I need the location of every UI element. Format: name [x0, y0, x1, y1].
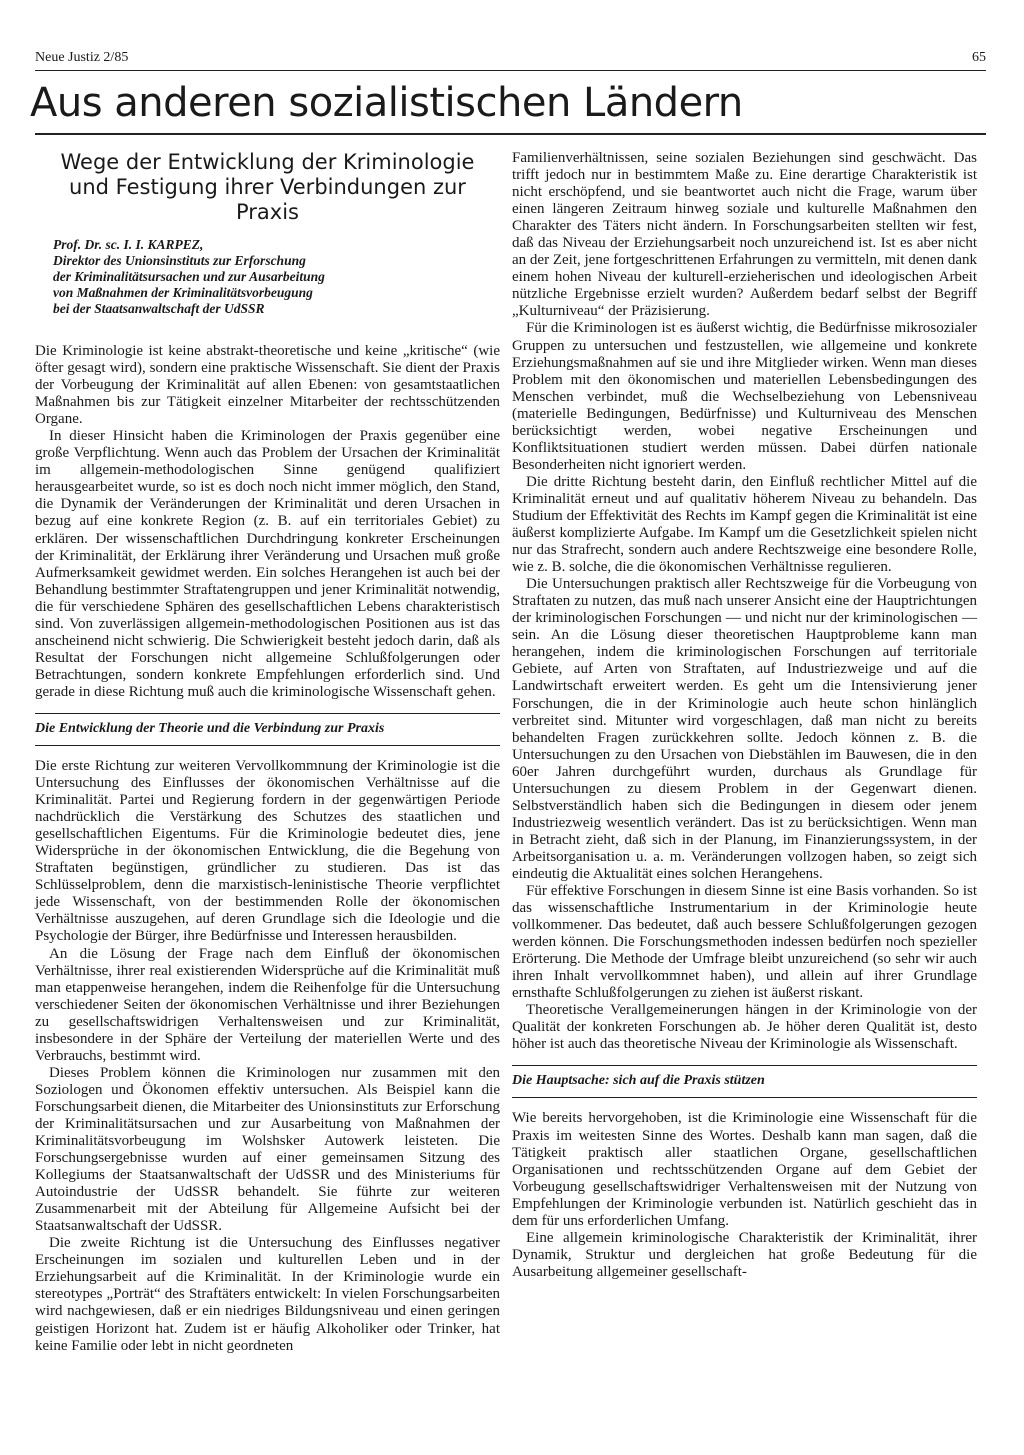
- body-paragraph: Die zweite Richtung ist die Untersuchung des Einflusses negativer Erscheinungen im sozialen und kulturellen Leben und in der Erziehungsarbeit auf die Kriminalität. In der Kriminologie wurde ein stereotypes „Porträt“ des Straftäters entwickelt: In vielen Forschungsarbeiten wird nachgewiesen, daß er ein niedriges Bildungsniveau und einen geringen geistigen Horizont hat. Zudem ist er häufig Alkoholiker oder Trinker, hat keine Familie oder lebt in nicht geordneten: [35, 1235, 500, 1354]
- author-block: [53, 237, 500, 317]
- author-affiliation-line: Direktor des Unionsinstituts zur Erforschung: [53, 253, 306, 268]
- body-paragraph: Für die Kriminologen ist es äußerst wichtig, die Bedürfnisse mikrosozialer Gruppen zu untersuchen und festzustellen, wie allgemeine und konkrete Erziehungsmaßnahmen auf sie und ihre Mitglieder wirken. Wenn man dieses Problem mit den ökonomischen und materiellen Lebensbedingungen des Menschen verbindet, muß die Wechselbeziehung von Lebensniveau (materielle Bedingungen, Bedürfnisse) und Kulturniveau des Menschen berücksichtigt werden, wobei negative Erscheinungen und Konfliktsituationen studiert werden müssen. Dabei dürfen nationale Besonderheiten nicht ignoriert werden.: [512, 320, 977, 473]
- page-number: 65: [972, 50, 986, 65]
- body-paragraph: Wie bereits hervorgehoben, ist die Kriminologie eine Wissenschaft für die Praxis im weitesten Sinne des Wortes. Deshalb kann man sagen, daß die Tätigkeit praktisch aller staatlichen Organe, gesellschaftlichen Organisationen und rechtsschützenden Organe auf dem Gebiet der Vorbeugung gesellschaftswidriger Verhaltensweisen mit der Nutzung von Empfehlungen der Kriminologie verbunden ist. Natürlich geschieht das in dem für uns erforderlichen Umfang.: [512, 1110, 977, 1229]
- header-rule: [35, 70, 986, 71]
- section-rule: [35, 133, 986, 135]
- running-head: [35, 50, 986, 68]
- section-title: Aus anderen sozialistischen Ländern: [30, 80, 743, 126]
- left-column: [35, 150, 500, 1355]
- body-paragraph: In dieser Hinsicht haben die Kriminologen der Praxis gegenüber eine große Verpflichtung. Wenn auch das Problem der Ursachen der Kriminalität im allgemein-methodologischen Sinne genügend qualifiziert herausgearbeitet wurde, so ist es doch noch nicht immer möglich, den Stand, die Dynamik der Veränderungen der Kriminalität und deren Ursachen in bezug auf eine konkrete Region (z. B. auf ein territoriales Gebiet) zu erklären. Der wissenschaftlichen Durchdringung konkreter Erscheinungen der Kriminalität, der Erklärung ihrer Veränderung und Ursachen muß große Aufmerksamkeit gewidmet werden. Ein solches Herangehen ist auch bei der Behandlung bestimmter Straftatengruppen und jener Kriminalität notwendig, die für verschiedene Sphären des gesellschaftlichen Lebens charakteristisch sind. Von zuverlässigen allgemein-methodologischen Positionen aus ist das anscheinend nicht schwierig. Die Schwierigkeit besteht jedoch darin, daß als Resultat der Forschungen nicht allgemeine Schlußfolgerungen oder Betrachtungen, sondern konkrete Empfehlungen erforderlich sind. Und gerade in diese Richtung muß auch die kriminologische Wissenschaft gehen.: [35, 428, 500, 700]
- journal-issue: Neue Justiz 2/85: [35, 50, 129, 65]
- author-affiliation-line: der Kriminalitätsursachen und zur Ausarbeitung: [53, 269, 325, 284]
- body-paragraph: Eine allgemein kriminologische Charakteristik der Kriminalität, ihrer Dynamik, Struktur und dergleichen hat große Bedeutung für die Ausarbeitung allgemeiner gesellschaft-: [512, 1229, 977, 1280]
- article-title-line-2: und Festigung ihrer Verbindungen zur Praxis: [69, 175, 466, 224]
- author-affiliation-line: bei der Staatsanwaltschaft der UdSSR: [53, 301, 265, 316]
- body-paragraph: Die Untersuchungen praktisch aller Rechtszweige für die Vorbeugung von Straftaten zu nutzen, das muß nach unserer Ansicht eine der Hauptrichtungen der kriminologischen Forschungen — und nicht nur der kriminologischen — sein. An die Lösung dieser theoretischen Hauptprobleme kann man herangehen, indem die kriminologischen Forschungen auf territoriale Gebiete, auf Arten von Straftaten, auf Industriezweige und auf die Landwirtschaft erweitert werden. Es geht um die Intensivierung jener Forschungen, die in der Kriminologie auch heute schon hinlänglich verbreitet sind. Mitunter wird vorgeschlagen, daß man nicht zu bereits behandelten Fragen zurückkehren sollte. Jedoch können z. B. die Untersuchungen zu den Ursachen von Diebstählen im Bauwesen, die in den 60er Jahren durchgeführt wurden, durchaus als Grundlage für Untersuchungen zu diesem Problem in der Gegenwart dienen. Selbstverständlich haben sich die Bedingungen in diesem oder jenem Industriezweig wesentlich verändert. Das ist zu berücksichtigen. Wenn man in Betracht zieht, daß sich in der Planung, im Finanzierungssystem, in der Arbeitsorganisation u. a. m. Veränderungen vollzogen haben, so zeigt sich eindeutig die Aktualität eines solchen Herangehens.: [512, 576, 977, 882]
- body-paragraph: Theoretische Verallgemeinerungen hängen in der Kriminologie von der Qualität der konkreten Forschungen ab. Je höher deren Qualität ist, desto höher ist auch das theoretische Niveau der Kriminologie als Wissenschaft.: [512, 1002, 977, 1053]
- body-paragraph: An die Lösung der Frage nach dem Einfluß der ökonomischen Verhältnisse, ihrer real existierenden Widersprüche auf die Kriminalität muß man etappenweise herangehen, indem die Reihenfolge für die Untersuchung verschiedener Seiten der ökonomischen Verhältnisse und ihrer Beziehungen zu gesellschaftswidrigen Verhaltensweisen und zur Kriminalität, insbesondere in der Sphäre der Verteilung der materiellen Werte und des Verbrauchs, bestimmt wird.: [35, 945, 500, 1064]
- subheading: Die Entwicklung der Theorie und die Verbindung zur Praxis: [35, 713, 500, 746]
- right-column: [512, 150, 977, 1281]
- body-paragraph: Für effektive Forschungen in diesem Sinne ist eine Basis vorhanden. So ist das wissenschaftliche Instrumentarium in der Kriminologie heute vollkommener. Das bedeutet, daß auch bessere Schlußfolgerungen gezogen werden können. Die Forschungsmethoden indessen bedürfen noch spezieller Erörterung. Die Methode der Umfrage bleibt unzureichend (so sehr wir auch ihren Inhalt vervollkommnet haben), und allein auf ihrer Grundlage ernsthafte Schlußfolgerungen zu ziehen ist äußerst riskant.: [512, 883, 977, 1002]
- author-name: Prof. Dr. sc. I. I. KARPEZ,: [53, 237, 204, 252]
- author-affiliation-line: von Maßnahmen der Kriminalitätsvorbeugung: [53, 285, 313, 300]
- body-paragraph: Die Kriminologie ist keine abstrakt-theoretische und keine „kritische“ (wie öfter gesagt wird), sondern eine praktische Wissenschaft. Sie dient der Praxis der Vorbeugung der Kriminalität auf allen Ebenen: von gesamtstaatlichen Maßnahmen bis zur Tätigkeit einzelner Mitarbeiter der rechtsschützenden Organe.: [35, 343, 500, 428]
- body-paragraph: Die dritte Richtung besteht darin, den Einfluß rechtlicher Mittel auf die Kriminalität erneut und auf qualitativ höherem Niveau zu behandeln. Das Studium der Effektivität des Rechts im Kampf gegen die Kriminalität ist eine äußerst komplizierte Aufgabe. Im Kampf um die Gesetzlichkeit spielen nicht nur das Strafrecht, sondern auch andere Rechtszweige eine besondere Rolle, wie z. B. solche, die die ökonomischen Verhältnisse regulieren.: [512, 473, 977, 576]
- article-title: [35, 150, 500, 225]
- article-title-line-1: Wege der Entwicklung der Kriminologie: [60, 150, 475, 174]
- subheading: Die Hauptsache: sich auf die Praxis stützen: [512, 1065, 977, 1098]
- body-paragraph: Die erste Richtung zur weiteren Vervollkommnung der Kriminologie ist die Untersuchung des Einflusses der ökonomischen Verhältnisse auf die Kriminalität. Partei und Regierung fordern in der gegenwärtigen Periode nachdrücklich die Verstärkung des Schutzes des staatlichen und gesellschaftlichen Eigentums. Für die Kriminologie bedeutet dies, jene Widersprüche in der ökonomischen Entwicklung, die die Begehung von Straftaten begünstigen, gründlicher zu studieren. Das ist das Schlüsselproblem, denn die marxistisch-leninistische Theorie verpflichtet jede Wissenschaft, von der bestimmenden Rolle der ökonomischen Verhältnisse auszugehen, auf deren Grundlage sich die Ideologie und die Psychologie der Bürger, ihre Bedürfnisse und Interessen herausbilden.: [35, 757, 500, 945]
- body-paragraph: Familienverhältnissen, seine sozialen Beziehungen sind geschwächt. Das trifft jedoch nur in bestimmtem Maße zu. Eine derartige Charakteristik ist nicht erschöpfend, und sie beantwortet auch nicht die Frage, warum über einen längeren Zeitraum hinweg soziale und kulturelle Maßnahmen den Charakter des Täters nicht ändern. In Forschungsarbeiten stellten wir fest, daß das Niveau der Erziehungsarbeit noch unzureichend ist. Ist es aber nicht an der Zeit, jene fortgeschrittenen Erfahrungen zu vermitteln, mit denen dank einem hohen Niveau der kulturell-erzieherischen und ideologischen Arbeit nützliche Ergebnisse erzielt wurden? Außerdem bedarf selbst der Begriff „Kulturniveau“ der Präzisierung.: [512, 150, 977, 320]
- body-paragraph: Dieses Problem können die Kriminologen nur zusammen mit den Soziologen und Ökonomen effektiv untersuchen. Als Beispiel kann die Forschungsarbeit dienen, die Mitarbeiter des Unionsinstituts zur Erforschung der Kriminalitätsursachen und zur Ausarbeitung von Maßnahmen der Kriminalitätsvorbeugung im Wolshsker Autowerk leisteten. Die Forschungsergebnisse wurden auf einer gemeinsamen Sitzung des Kollegiums der Staatsanwaltschaft der UdSSR und des Ministeriums für Autoindustrie der UdSSR behandelt. Sie führte zur weiteren Zusammenarbeit mit der Abteilung für Allgemeine Aufsicht bei der Staatsanwaltschaft der UdSSR.: [35, 1064, 500, 1235]
